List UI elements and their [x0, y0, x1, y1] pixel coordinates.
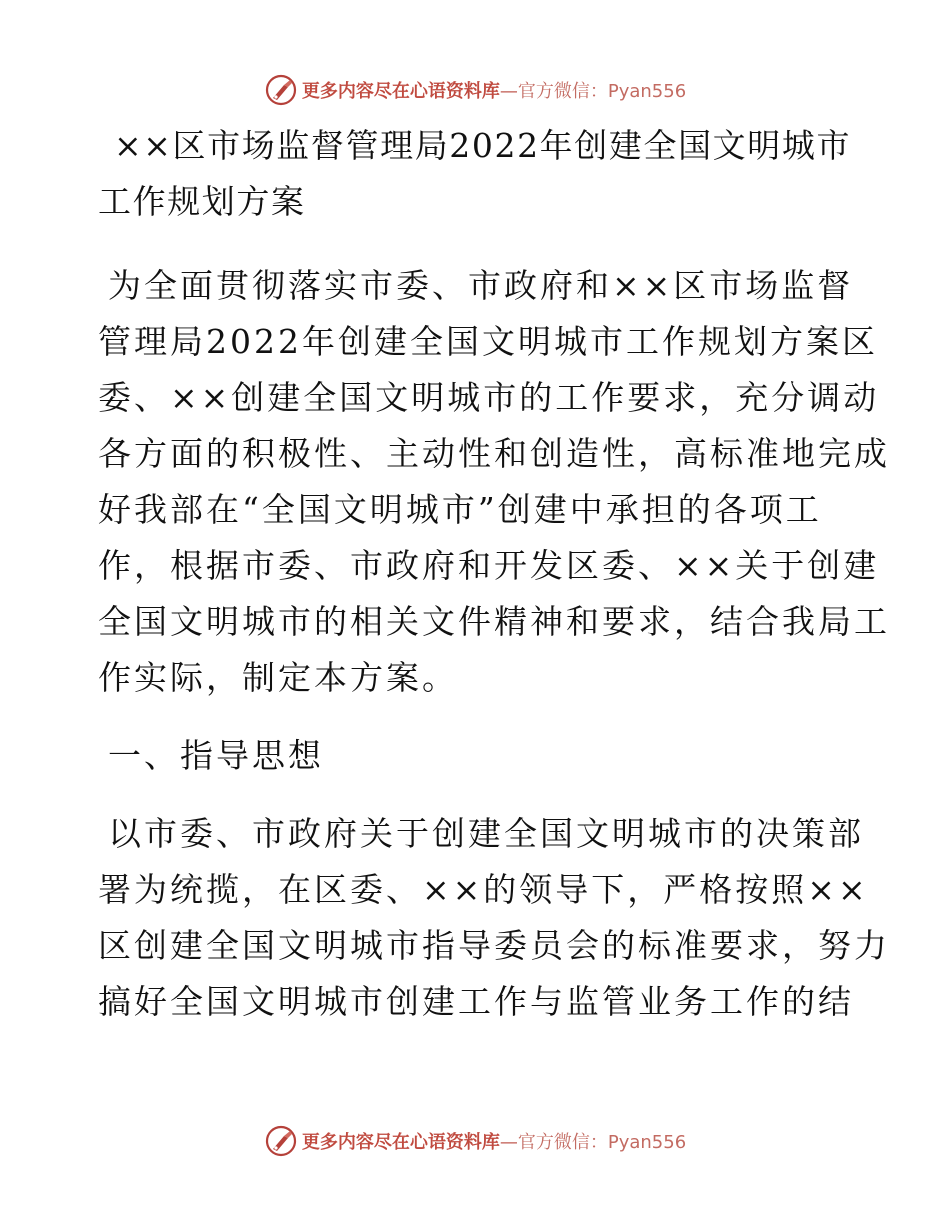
- intro-line-3: 委、××创建全国文明城市的工作要求，充分调动: [98, 378, 880, 417]
- watermark-wechat: 官方微信：Pyan556: [517, 81, 687, 102]
- pen-nib-logo-icon: [264, 73, 298, 107]
- watermark-text: [302, 77, 686, 103]
- footer-watermark: [0, 1121, 950, 1161]
- intro-line-2: 管理局2022年创建全国文明城市工作规划方案区: [98, 322, 878, 361]
- intro-line-1: 为全面贯彻落实市委、市政府和××区市场监督: [108, 266, 854, 305]
- header-watermark: [0, 70, 950, 110]
- watermark-wechat: 官方微信：Pyan556: [517, 1132, 687, 1153]
- spacer: [98, 230, 858, 258]
- intro-line-4: 各方面的积极性、主动性和创造性，高标准地完成: [98, 434, 890, 473]
- intro-line-5: 好我部在“全国文明城市”创建中承担的各项工: [98, 490, 822, 529]
- section1-line-1: 以市委、市政府关于创建全国文明城市的决策部: [108, 814, 864, 853]
- watermark-separator: —: [499, 1132, 518, 1153]
- intro-line-8: 作实际，制定本方案。: [98, 658, 458, 697]
- intro-line-7: 全国文明城市的相关文件精神和要求，结合我局工: [98, 602, 890, 641]
- section1-line-2: 署为统揽，在区委、××的领导下，严格按照××: [98, 870, 869, 909]
- watermark-lead: 更多内容尽在心语资料库: [301, 81, 500, 102]
- pen-nib-logo-icon: [264, 1124, 298, 1158]
- section-heading-guiding-thought: 一、指导思想: [108, 736, 324, 775]
- section1-line-3: 区创建全国文明城市指导委员会的标准要求，努力: [98, 926, 890, 965]
- watermark-text: [302, 1128, 686, 1154]
- spacer: [98, 706, 858, 728]
- spacer: [98, 784, 858, 806]
- document-title-line-1: ××区市场监督管理局2022年创建全国文明城市: [114, 126, 852, 165]
- watermark-lead: 更多内容尽在心语资料库: [301, 1132, 500, 1153]
- intro-line-6: 作，根据市委、市政府和开发区委、××关于创建: [98, 546, 880, 585]
- document-body: [98, 118, 890, 1030]
- section1-line-4: 搞好全国文明城市创建工作与监管业务工作的结: [98, 982, 854, 1021]
- watermark-separator: —: [499, 81, 518, 102]
- document-title-line-2: 工作规划方案: [98, 182, 306, 221]
